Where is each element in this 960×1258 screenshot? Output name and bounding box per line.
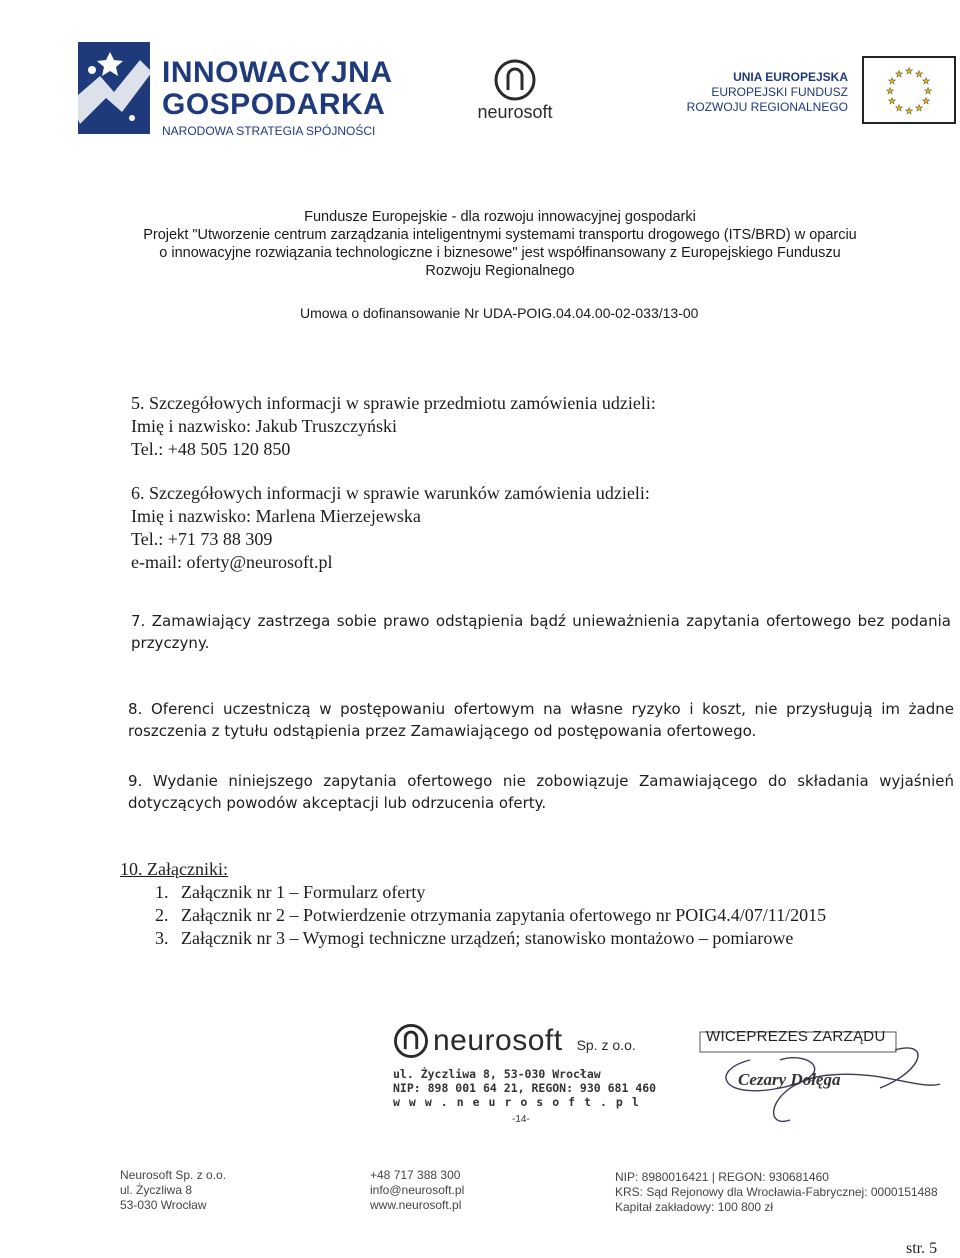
- svg-text:★: ★: [904, 67, 914, 77]
- eu-stars-icon: [864, 58, 954, 122]
- company-stamp: [393, 1023, 683, 1133]
- attachment-text: Załącznik nr 3 – Wymogi techniczne urządzeń; stanowisko montażowo – pomiarowe: [181, 928, 794, 948]
- svg-text:★: ★: [914, 104, 924, 114]
- svg-text:★: ★: [921, 97, 931, 107]
- svg-text:★: ★: [923, 87, 933, 97]
- section-5: [131, 392, 656, 461]
- attachments-heading: 10. Załączniki:: [120, 859, 228, 879]
- footer-website: www.neurosoft.pl: [370, 1198, 462, 1212]
- footer-company: [120, 1168, 226, 1213]
- eu-line3: ROZWOJU REGIONALNEGO: [686, 100, 848, 114]
- innowacyjna-gospodarka-logo: [70, 42, 400, 137]
- section-10-attachments: [120, 858, 826, 950]
- svg-text:★: ★: [894, 104, 904, 114]
- footer-company-street: ul. Życzliwa 8: [120, 1183, 193, 1197]
- stamp-logo: [393, 1023, 636, 1059]
- stamp-ids: NIP: 898 001 64 21, REGON: 930 681 460: [393, 1081, 657, 1095]
- attachment-item: [120, 927, 826, 950]
- project-description: [120, 208, 880, 280]
- contract-number: Umowa o dofinansowanie Nr UDA-POIG.04.04.00-02-033/13-00: [300, 305, 699, 321]
- eu-fund-label: [687, 70, 848, 115]
- footer-contact: [370, 1168, 464, 1213]
- section-8: 8. Oferenci uczestniczą w postępowaniu ofertowym na własne ryzyko i koszt, nie przysługują im żadne roszczenia z tytułu odstąpienia przez Zamawiającego od postępowania ofertowego.: [128, 700, 954, 740]
- section-5-heading: 5. Szczegółowych informacji w sprawie przedmiotu zamówienia udzieli:: [131, 393, 656, 413]
- attachment-item: [120, 881, 826, 904]
- project-line4: Rozwoju Regionalnego: [425, 263, 575, 279]
- footer-company-city: 53-030 Wrocław: [120, 1198, 207, 1212]
- page-number: str. 5: [906, 1240, 938, 1257]
- attachment-text: Załącznik nr 2 – Potwierdzenie otrzymania zapytania ofertowego nr POIG4.4/07/11/2015: [181, 905, 827, 925]
- project-line1: Fundusze Europejskie - dla rozwoju innowacyjnej gospodarki: [304, 209, 696, 225]
- eu-flag-icon: [862, 56, 956, 124]
- svg-text:★: ★: [885, 87, 895, 97]
- eu-line2: EUROPEJSKI FUNDUSZ: [711, 85, 848, 99]
- attachment-number: 2.: [155, 905, 169, 925]
- neurosoft-logo-text: neurosoft: [477, 102, 553, 122]
- innowacyjna-flag-icon: [70, 42, 154, 134]
- project-line2: Projekt "Utworzenie centrum zarządzania inteligentnymi systemami transportu drogowego (ITS/BRD) w oparciu: [143, 227, 857, 243]
- stamp-www: www.neurosoft.pl: [393, 1095, 648, 1109]
- footer-capital: Kapitał zakładowy: 100 800 zł: [615, 1200, 774, 1214]
- svg-text:★: ★: [887, 97, 897, 107]
- eu-line1: UNIA EUROPEJSKA: [733, 70, 848, 84]
- neurosoft-n-icon: [393, 1023, 429, 1059]
- section-6-phone: Tel.: +71 73 88 309: [131, 529, 273, 549]
- ig-title-line2: GOSPODARKA: [162, 88, 386, 121]
- footer-krs: KRS: Sąd Rejonowy dla Wrocławia-Fabrycznej: 0000151488: [615, 1185, 938, 1199]
- section-6-heading: 6. Szczegółowych informacji w sprawie warunków zamówienia udzieli:: [131, 483, 650, 503]
- footer-email: info@neurosoft.pl: [370, 1183, 465, 1197]
- svg-text:★: ★: [887, 77, 897, 87]
- section-6: [131, 482, 650, 574]
- svg-text:★: ★: [921, 77, 931, 87]
- footer-registry: [615, 1170, 938, 1215]
- section-6-email: e-mail: oferty@neurosoft.pl: [131, 552, 333, 572]
- section-9: 9. Wydanie niniejszego zapytania ofertowego nie zobowiązuje Zamawiającego do składania wyjaśnień dotyczących powodów akceptacji lub odrzucenia oferty.: [128, 772, 954, 812]
- attachment-number: 1.: [155, 882, 169, 902]
- signature-name: Cezary Dołęga: [738, 1070, 841, 1089]
- svg-text:★: ★: [904, 107, 914, 117]
- section-6-name: Imię i nazwisko: Marlena Mierzejewska: [131, 506, 421, 526]
- attachment-item: [120, 904, 826, 927]
- attachment-number: 3.: [155, 928, 169, 948]
- section-5-name: Imię i nazwisko: Jakub Truszczyński: [131, 416, 397, 436]
- footer-phone: +48 717 388 300: [370, 1168, 461, 1182]
- neurosoft-n-icon: [493, 58, 537, 102]
- footer-nip-regon: NIP: 8980016421 | REGON: 930681460: [615, 1170, 829, 1184]
- internal-page-mark: -14-: [512, 1114, 530, 1125]
- neurosoft-header-logo: [455, 58, 575, 128]
- signature-title: WICEPREZES ZARZĄDU: [706, 1028, 886, 1045]
- stamp-brand: neurosoft: [433, 1024, 563, 1057]
- svg-text:★: ★: [894, 70, 904, 80]
- stamp-details: [393, 1067, 656, 1109]
- stamp-suffix: Sp. z o.o.: [576, 1037, 636, 1053]
- stamp-address: ul. Życzliwa 8, 53-030 Wrocław: [393, 1067, 601, 1081]
- footer-company-name: Neurosoft Sp. z o.o.: [120, 1168, 227, 1182]
- attachment-text: Załącznik nr 1 – Formularz oferty: [181, 882, 426, 902]
- project-line3: o innowacyjne rozwiązania technologiczne i biznesowe" jest współfinansowany z Europejskiego Funduszu: [159, 245, 841, 261]
- ig-subtitle: NARODOWA STRATEGIA SPÓJNOŚCI: [162, 124, 376, 138]
- svg-text:★: ★: [914, 70, 924, 80]
- section-7: 7. Zamawiający zastrzega sobie prawo odstąpienia bądź unieważnienia zapytania ofertowego bez podania przyczyny.: [131, 612, 951, 652]
- section-5-phone: Tel.: +48 505 120 850: [131, 439, 291, 459]
- ig-title-line1: INNOWACYJNA: [162, 56, 393, 89]
